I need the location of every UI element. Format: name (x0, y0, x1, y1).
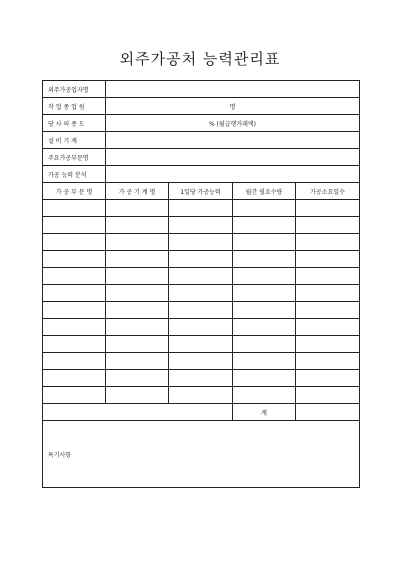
table-cell[interactable] (296, 319, 360, 336)
total-spacer-cell (43, 404, 233, 421)
table-cell[interactable] (296, 200, 360, 217)
table-cell[interactable] (43, 200, 106, 217)
table-cell[interactable] (296, 370, 360, 387)
table-cell[interactable] (43, 370, 106, 387)
info-row (43, 166, 360, 183)
table-cell[interactable] (296, 285, 360, 302)
table-cell[interactable] (233, 268, 296, 285)
table-cell[interactable] (296, 268, 360, 285)
table-cell[interactable] (43, 302, 106, 319)
table-row (43, 319, 360, 336)
info-value-field[interactable] (106, 166, 360, 183)
column-header: 가공소요일수 (296, 183, 360, 200)
table-cell[interactable] (233, 302, 296, 319)
page-title: 외주가공처 능력관리표 (119, 50, 281, 68)
info-row (43, 115, 360, 132)
table-cell[interactable] (106, 268, 169, 285)
info-label: 주요가공부문명 (43, 149, 106, 166)
remarks-label: 특기사항 (48, 451, 72, 459)
info-value-field[interactable] (106, 132, 360, 149)
column-header: 월간 필요수량 (233, 183, 296, 200)
table-row (43, 251, 360, 268)
table-cell[interactable] (43, 336, 106, 353)
capacity-form-table (42, 80, 360, 488)
table-cell[interactable] (169, 319, 233, 336)
table-cell[interactable] (43, 234, 106, 251)
table-cell[interactable] (233, 285, 296, 302)
table-cell[interactable] (296, 251, 360, 268)
table-cell[interactable] (43, 387, 106, 404)
table-cell[interactable] (43, 217, 106, 234)
table-row (43, 336, 360, 353)
table-cell[interactable] (296, 387, 360, 404)
table-cell[interactable] (233, 217, 296, 234)
info-label: 당 사 의 종 도 (43, 115, 106, 132)
column-header-row (43, 183, 360, 200)
table-cell[interactable] (296, 217, 360, 234)
total-value-field[interactable] (296, 404, 360, 421)
table-cell[interactable] (106, 200, 169, 217)
table-cell[interactable] (169, 200, 233, 217)
table-cell[interactable] (233, 319, 296, 336)
info-label: 작 업 종 업 원 (43, 98, 106, 115)
table-cell[interactable] (43, 319, 106, 336)
column-header: 가 공 부 문 명 (43, 183, 106, 200)
table-cell[interactable] (43, 251, 106, 268)
info-label: 설 비 기 계 (43, 132, 106, 149)
info-row (43, 81, 360, 98)
table-cell[interactable] (106, 319, 169, 336)
table-cell[interactable] (43, 268, 106, 285)
table-cell[interactable] (233, 251, 296, 268)
table-cell[interactable] (169, 353, 233, 370)
table-cell[interactable] (169, 234, 233, 251)
info-value-field[interactable] (106, 81, 360, 98)
table-cell[interactable] (106, 370, 169, 387)
info-value-field[interactable]: 명 (106, 98, 360, 115)
table-row (43, 268, 360, 285)
table-row (43, 353, 360, 370)
table-cell[interactable] (169, 302, 233, 319)
info-value-field[interactable]: % (월급행거래액) (106, 115, 360, 132)
table-cell[interactable] (169, 285, 233, 302)
table-cell[interactable] (296, 353, 360, 370)
table-cell[interactable] (106, 336, 169, 353)
table-cell[interactable] (233, 336, 296, 353)
data-rows (43, 200, 360, 404)
column-header: 1일당 가공능력 (169, 183, 233, 200)
table-row (43, 302, 360, 319)
table-row (43, 217, 360, 234)
info-label: 가공 능력 분석 (43, 166, 106, 183)
table-cell[interactable] (233, 200, 296, 217)
table-cell[interactable] (106, 234, 169, 251)
table-cell[interactable] (106, 302, 169, 319)
table-cell[interactable] (296, 336, 360, 353)
column-header: 가 공 기 계 명 (106, 183, 169, 200)
info-label: 외주가공업자명 (43, 81, 106, 98)
table-cell[interactable] (169, 387, 233, 404)
info-row (43, 149, 360, 166)
table-cell[interactable] (233, 370, 296, 387)
table-cell[interactable] (169, 251, 233, 268)
table-row (43, 285, 360, 302)
table-row (43, 387, 360, 404)
table-cell[interactable] (106, 285, 169, 302)
table-cell[interactable] (106, 353, 169, 370)
table-cell[interactable] (296, 302, 360, 319)
info-value-field[interactable] (106, 149, 360, 166)
table-cell[interactable] (233, 234, 296, 251)
table-row (43, 370, 360, 387)
table-cell[interactable] (169, 268, 233, 285)
table-cell[interactable] (43, 285, 106, 302)
table-cell[interactable] (233, 353, 296, 370)
total-label: 계 (233, 404, 296, 421)
table-row (43, 234, 360, 251)
remarks-row (43, 421, 360, 488)
table-cell[interactable] (169, 217, 233, 234)
info-row (43, 132, 360, 149)
table-cell[interactable] (296, 234, 360, 251)
remarks-field[interactable] (43, 421, 360, 488)
table-cell[interactable] (169, 370, 233, 387)
table-row (43, 200, 360, 217)
total-row (43, 404, 360, 421)
table-cell[interactable] (106, 217, 169, 234)
table-cell[interactable] (43, 353, 106, 370)
table-cell[interactable] (106, 387, 169, 404)
table-cell[interactable] (169, 336, 233, 353)
info-row (43, 98, 360, 115)
table-cell[interactable] (233, 387, 296, 404)
table-cell[interactable] (106, 251, 169, 268)
